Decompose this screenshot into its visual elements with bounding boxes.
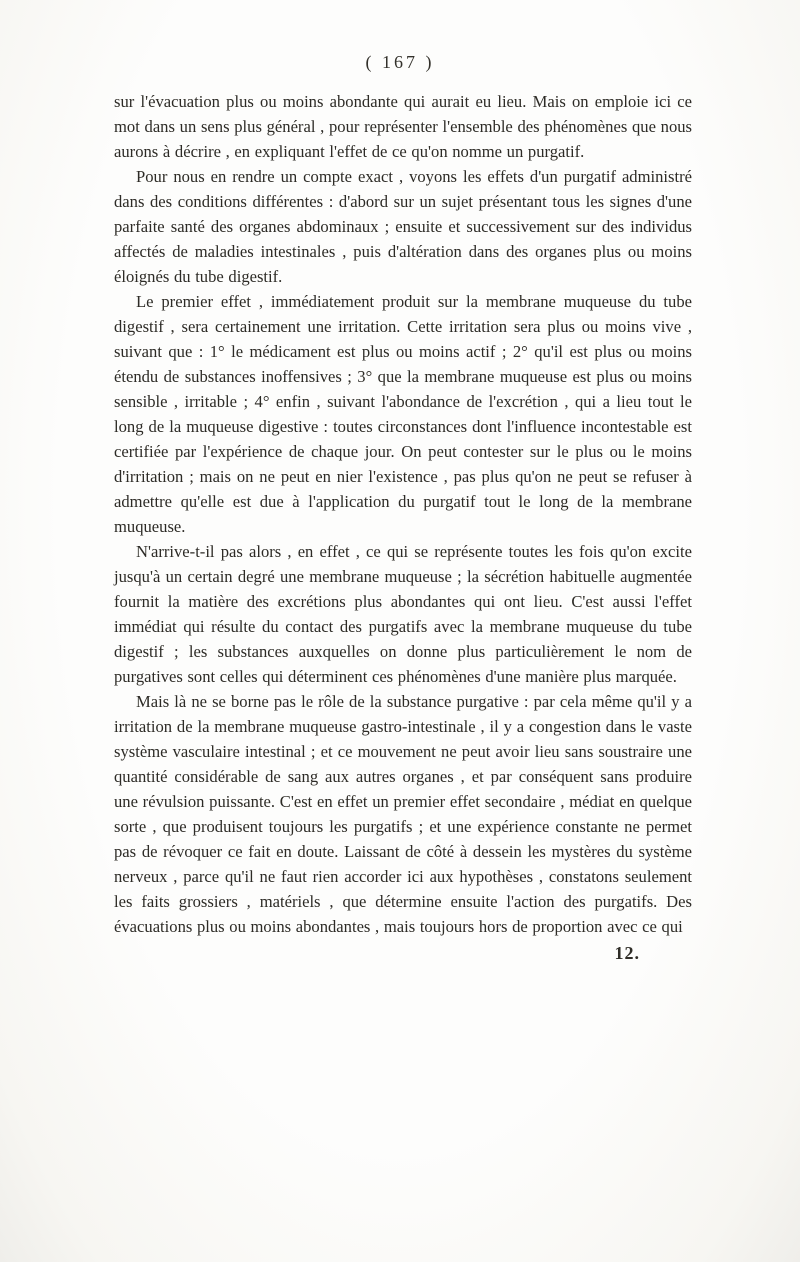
- folio-page-number: ( 167 ): [365, 52, 435, 72]
- paragraph: Mais là ne se borne pas le rôle de la substance purgative : par cela même qu'il y a irritation de la membrane muqueuse gastro-intestinale , il y a congestion dans le vaste système vasculaire intestinal ; et ce mouvement ne peut avoir lieu sans soustraire une quantité considérable de sang aux autres organes , et par conséquent sans produire une révulsion puissante. C'est en effet un premier effet secondaire , médiat en quelque sorte , que produisent toujours les purgatifs ; et une expérience constante ne permet pas de révoquer ce fait en doute. Laissant de côté à dessein les mystères du système nerveux , parce qu'il ne faut rien accorder ici aux hypothèses , constatons seulement les faits grossiers , matériels , que détermine ensuite l'action des purgatifs. Des évacuations plus ou moins abondantes , mais toujours hors de proportion avec ce qui: [114, 692, 692, 936]
- paragraph: Pour nous en rendre un compte exact , voyons les effets d'un purgatif administré dans des conditions différentes : d'abord sur un sujet présentant tous les signes d'une parfaite santé des organes abdominaux ; ensuite et successivement sur des individus affectés de maladies intestinales , puis d'altération dans des organes plus ou moins éloignés du tube digestif.: [114, 167, 692, 286]
- paragraph: Le premier effet , immédiatement produit sur la membrane muqueuse du tube digestif , sera certainement une irritation. Cette irritation sera plus ou moins vive , suivant que : 1° le médicament est plus ou moins actif ; 2° qu'il est plus ou moins étendu de substances inoffensives ; 3° que la membrane muqueuse est plus ou moins sensible , irritable ; 4° enfin , suivant l'abondance de l'excrétion , qui a lieu tout le long de la muqueuse digestive : toutes circonstances dont l'influence incontestable est certifiée par l'expérience de chaque jour. On peut contester sur le plus ou le moins d'irritation ; mais on ne peut en nier l'existence , pas plus qu'on ne peut se refuser à admettre qu'elle est due à l'application du purgatif tout le long de la membrane muqueuse.: [114, 292, 692, 536]
- body-text: [114, 89, 692, 939]
- paragraph: N'arrive-t-il pas alors , en effet , ce qui se représente toutes les fois qu'on excite jusqu'à un certain degré une membrane muqueuse ; la sécrétion habituelle augmentée fournit la matière des excrétions plus abondantes qui ont lieu. C'est aussi l'effet immédiat qui résulte du contact des purgatifs avec la membrane muqueuse du tube digestif ; les substances auxquelles on donne plus particulièrement le nom de purgatives sont celles qui déterminent ces phénomènes d'une manière plus marquée.: [114, 542, 692, 686]
- paragraph: sur l'évacuation plus ou moins abondante qui aurait eu lieu. Mais on emploie ici ce mot dans un sens plus général , pour représenter l'ensemble des phénomènes que nous aurons à décrire , en expliquant l'effet de ce qu'on nomme un purgatif.: [114, 92, 692, 161]
- signature-mark: 12.: [614, 943, 640, 963]
